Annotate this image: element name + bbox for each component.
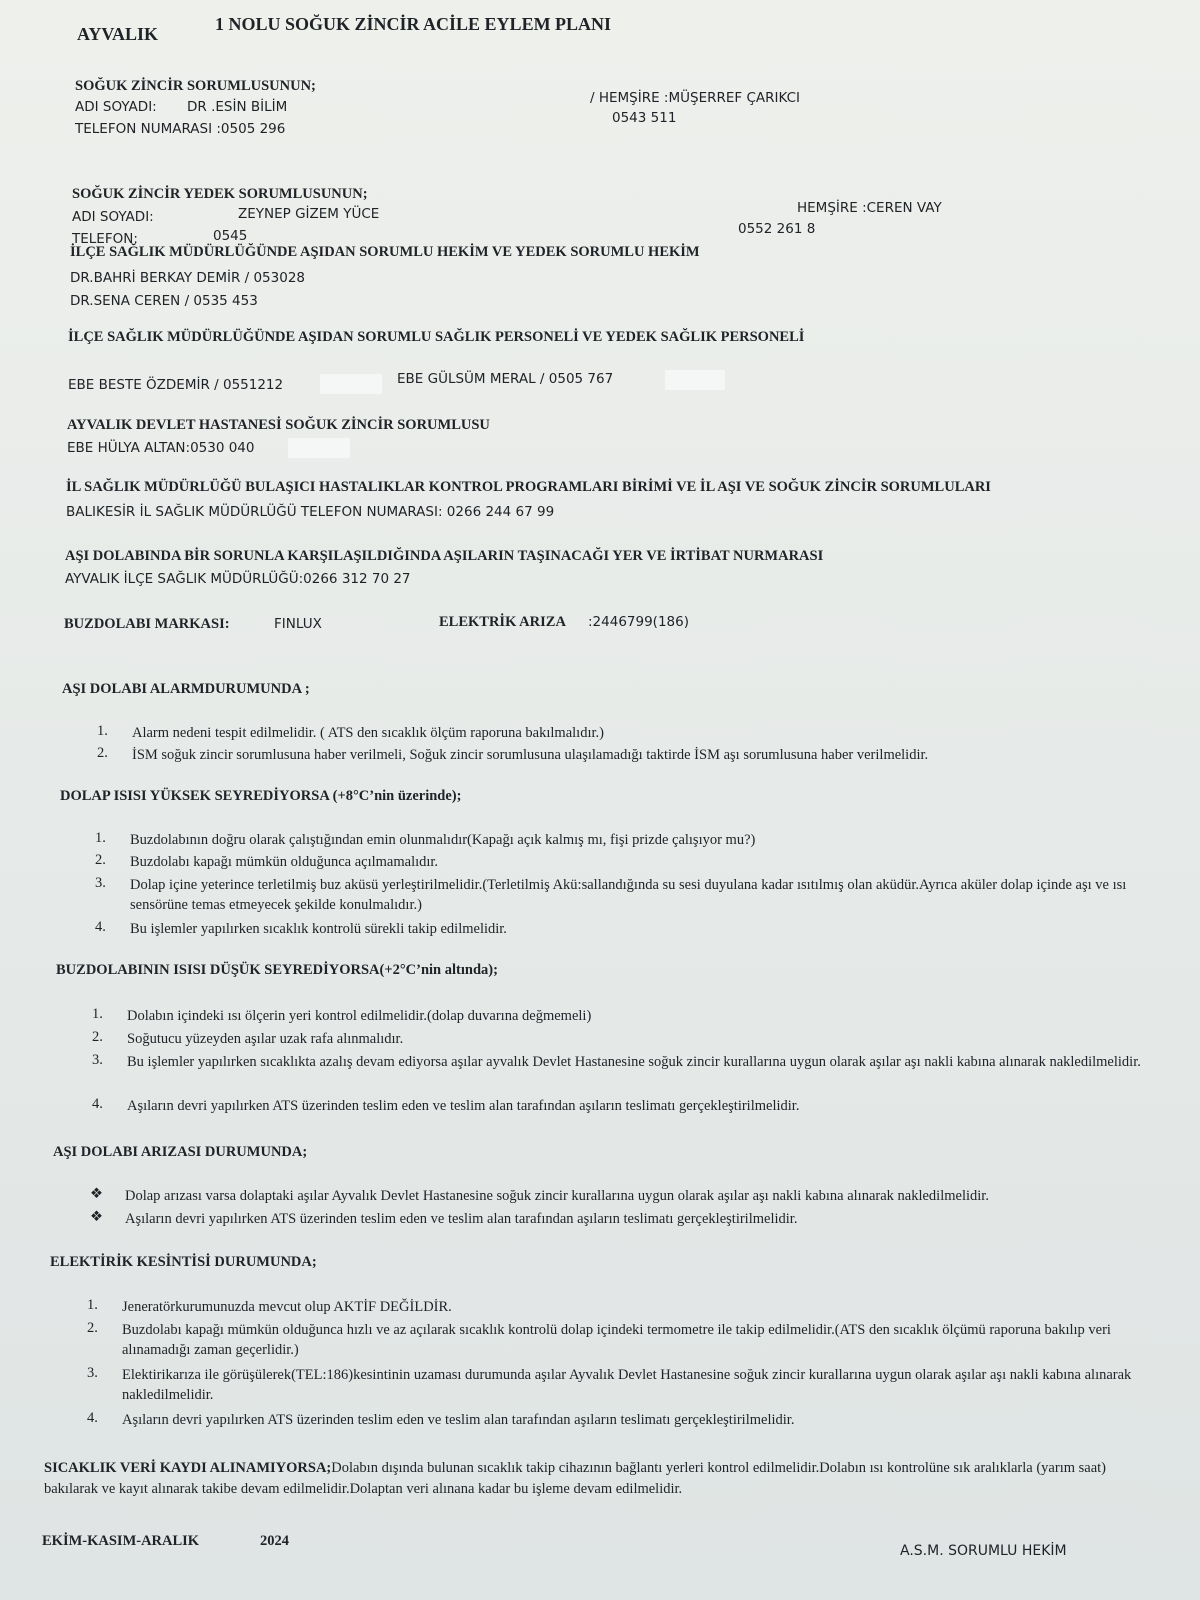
redaction-box	[288, 438, 350, 458]
electric-fault-label: ELEKTRİK ARIZA	[439, 614, 566, 630]
footer-period: EKİM-KASIM-ARALIK	[42, 1533, 200, 1549]
document-page: AYVALIK 1 NOLU SOĞUK ZİNCİR ACİLE EYLEM PLANI SOĞUK ZİNCİR SORUMLUSUNUN; ADI SOYADI: DR .ESİN BİLİM TELEFON NUMARASI :0505 296 / HEMŞİRE :MÜŞERREF ÇARIKCI 0543 511 SOĞUK ZİNCİR YEDEK SORUMLUSUNUN; ADI SOYADI: ZEYNEP GİZEM YÜCE TELEFON: 0545 HEMŞİRE :CEREN VAY 0552 261 8 İLÇE SAĞLIK MÜDÜRLÜĞÜNDE AŞIDAN SORUMLU HEKİM VE YEDEK SORUMLU HEKİM DR.BAHRİ BERKAY DEMİR / 053028 DR.SENA CEREN / 0535 453 İLÇE SAĞLIK MÜDÜRLÜĞÜNDE AŞIDAN SORUMLU SAĞLIK PERSONELİ VE YEDEK SAĞLIK PERSONELİ EBE BESTE ÖZDEMİR / 0551212 EBE GÜLSÜM MERAL / 0505 767 AYVALIK DEVLET HASTANESİ SOĞUK ZİNCİR SORUMLUSU EBE HÜLYA ALTAN:0530 040 İL SAĞLIK MÜDÜRLÜĞÜ BULAŞICI HASTALIKLAR KONTROL PROGRAMLARI BİRİMİ VE İL AŞI VE SOĞUK ZİNCİR SORUMLULARI BALIKESİR İL SAĞLIK MÜDÜRLÜĞÜ TELEFON NUMARASI: 0266 244 67 99 AŞI DOLABINDA BİR SORUNLA KARŞILAŞILDIĞINDA AŞILARIN TAŞINACAĞI YER VE İRTİBAT NURMARASI AYVALIK İLÇE SAĞLIK MÜDÜRLÜĞÜ:0266 312 70 27 BUZDOLABI MARKASI: FINLUX ELEKTRİK ARIZA :2446799(186) AŞI DOLABI ALARMDURUMUNDA ; 1. Alarm nedeni tespit edilmelidir. ( ATS den sıcaklık ölçüm raporuna bakılmalıdır.) 2. İSM soğuk zincir sorumlusuna haber verilmeli, Soğuk zincir sorumlusuna ulaşılamadığı taktirde İSM aşı sorumlusuna haber verilmelidir. DOLAP ISISI YÜKSEK SEYREDİYORSA (+8°C’nin üzerinde); 1. Buzdolabının doğru olarak çalıştığından emin olunmalıdır(Kapağı açık kalmış mı, fişi prizde çalışıyor mu?) 2. Buzdolabı kapağı mümkün olduğunca açılmamalıdır. 3. Dolap içine yeterince terletilmiş buz aküsü yerleştirilmelidir.(Terletilmiş Akü:sallandığında su sesi duyulana kadar ısıtılmış olan aküdür.Ayrıca aküler dolap içinde aşı ve ısı sensörüne temas etmeyecek şekilde konulmalıdır.) 4. Bu işlemler yapılırken sıcaklık kontrolü sürekli takip edilmelidir. BUZDOLABININ ISISI DÜŞÜK SEYREDİYORSA(+2°C’nin altında); 1. Dolabın içindeki ısı ölçerin yeri kontrol edilmelidir.(dolap duvarına değmemeli) 2. Soğutucu yüzeyden aşılar uzak rafa alınmalıdır. 3. Bu işlemler yapılırken sıcaklıkta azalış devam ediyorsa aşılar ayvalık Devlet Hastanesine soğuk zincir kurallarına uygun olarak aşılar aşı nakli kabına alınarak nakledilmelidir. 4. Aşıların devri yapılırken ATS üzerinden teslim eden ve teslim alan tarafından aşıların teslimatı gerçekleştirilmelidir. AŞI DOLABI ARIZASI DURUMUNDA; ❖ Dolap arızası varsa dolaptaki aşılar Ayvalık Devlet Hastanesine soğuk zincir kurallarına uygun olarak aşılar aşı nakli kabına alınarak nakledilmelidir. ❖ Aşıların devri yapılırken ATS üzerinden teslim eden ve teslim alan tarafından aşıların teslimatı gerçekleştirilmelidir. ELEKTİRİK KESİNTİSİ DURUMUNDA; 1. Jeneratörkurumunuzda mevcut olup AKTİF DEĞİLDİR. 2. Buzdolabı kapağı mümkün olduğunca hızlı ve az açılarak sıcaklık kontrolü dolap içindeki termometre ile takip edilmelidir.(ATS den sıcaklık ölçümü raporuna bakılıp veri alınamadığı zaman geçerlidir.) 3. Elektirikarıza ile görüşülerek(TEL:186)kesintinin uzaması durumunda aşılar Ayvalık Devlet Hastanesine soğuk zincir kurallarına uygun olarak aşılar aşı nakli kabına alınarak nakledilmelidir. 4. Aşıların devri yapılırken ATS üzerinden teslim eden ve teslim alan tarafından aşıların teslimatı gerçekleştirilmelidir. SICAKLIK VERİ KAYDI ALINAMIYORSA;Dolabın dışında bulunan sıcaklık takip cihazının bağlantı yerleri kontrol edilmelidir.Dolabın ısı kontrolüne sık aralıklarla (yarım saat) bakılarak ve kayıt alınarak takibe devam edilmelidir.Dolaptan veri alınana kadar bu işleme devam edilmelidir. EKİM-KASIM-ARALIK 2024 A.S.M. SORUMLU HEKİM	[0, 0, 1200, 1600]
primary-nurse-phone: 0543 511	[612, 110, 677, 126]
backup-nurse-phone: 0552 261 8	[738, 221, 816, 237]
hospital-person: EBE HÜLYA ALTAN:0530 040	[67, 440, 255, 456]
diamond-bullet-icon: ❖	[90, 1186, 103, 1202]
district-doctor-2: DR.SENA CEREN / 0535 453	[70, 293, 258, 309]
fridge-brand-label: BUZDOLABI MARKASI:	[64, 616, 230, 632]
primary-name: DR .ESİN BİLİM	[187, 99, 288, 115]
footer-signature: A.S.M. SORUMLU HEKİM	[900, 1543, 1067, 1559]
document-title: 1 NOLU SOĞUK ZİNCİR ACİLE EYLEM PLANI	[215, 14, 612, 34]
no-record-paragraph	[44, 1458, 1154, 1500]
fridge-brand: FINLUX	[274, 616, 322, 632]
hospital-heading: AYVALIK DEVLET HASTANESİ SOĞUK ZİNCİR SORUMLUSU	[67, 417, 490, 433]
backup-phone: 0545	[213, 228, 248, 244]
district-staff-heading: İLÇE SAĞLIK MÜDÜRLÜĞÜNDE AŞIDAN SORUMLU SAĞLIK PERSONELİ VE YEDEK SAĞLIK PERSONELİ	[68, 329, 805, 345]
backup-heading: SOĞUK ZİNCİR YEDEK SORUMLUSUNUN;	[72, 186, 368, 202]
diamond-bullet-icon: ❖	[90, 1209, 103, 1225]
backup-name: ZEYNEP GİZEM YÜCE	[238, 206, 380, 222]
backup-nurse: HEMŞİRE :CEREN VAY	[797, 200, 942, 216]
redaction-box	[665, 370, 725, 390]
primary-name-label: ADI SOYADI:	[75, 99, 157, 115]
backup-phone-label: TELEFON:	[72, 231, 138, 247]
district-doctor-1: DR.BAHRİ BERKAY DEMİR / 053028	[70, 270, 305, 286]
backup-name-label: ADI SOYADI:	[72, 209, 154, 225]
failure-heading: AŞI DOLABI ARIZASI DURUMUNDA;	[53, 1144, 308, 1160]
transport-contact: AYVALIK İLÇE SAĞLIK MÜDÜRLÜĞÜ:0266 312 70 27	[65, 571, 411, 587]
footer-year: 2024	[260, 1533, 289, 1549]
primary-phone: TELEFON NUMARASI :0505 296	[75, 121, 286, 137]
alarm-heading: AŞI DOLABI ALARMDURUMUNDA ;	[62, 681, 310, 697]
place-name: AYVALIK	[77, 24, 159, 44]
transport-heading: AŞI DOLABINDA BİR SORUNLA KARŞILAŞILDIĞINDA AŞILARIN TAŞINACAĞI YER VE İRTİBAT NURMARASI	[65, 548, 824, 564]
high-temp-heading: DOLAP ISISI YÜKSEK SEYREDİYORSA (+8°C’nin üzerinde);	[60, 788, 462, 804]
district-staff-2: EBE GÜLSÜM MERAL / 0505 767	[397, 371, 614, 387]
primary-heading: SOĞUK ZİNCİR SORUMLUSUNUN;	[75, 78, 316, 94]
province-phone: BALIKESİR İL SAĞLIK MÜDÜRLÜĞÜ TELEFON NUMARASI: 0266 244 67 99	[66, 504, 555, 520]
primary-nurse: / HEMŞİRE :MÜŞERREF ÇARIKCI	[590, 90, 800, 106]
redaction-box	[320, 374, 382, 394]
low-temp-heading: BUZDOLABININ ISISI DÜŞÜK SEYREDİYORSA(+2°C’nin altında);	[56, 962, 498, 978]
electric-fault-phone: :2446799(186)	[588, 614, 689, 630]
no-record-text: Dolabın dışında bulunan sıcaklık takip cihazının bağlantı yerleri kontrol edilmelidir.Dolabın ısı kontrolüne sık aralıklarla (yarım saat) bakılarak ve kayıt alınarak takibe devam edilmelidir.Dolaptan veri alınana kadar bu işleme devam edilmelidir.	[44, 1460, 1106, 1497]
power-heading: ELEKTİRİK KESİNTİSİ DURUMUNDA;	[50, 1254, 317, 1270]
district-doctors-heading: İLÇE SAĞLIK MÜDÜRLÜĞÜNDE AŞIDAN SORUMLU HEKİM VE YEDEK SORUMLU HEKİM	[70, 244, 700, 260]
district-staff-1: EBE BESTE ÖZDEMİR / 0551212	[68, 377, 284, 393]
no-record-heading: SICAKLIK VERİ KAYDI ALINAMIYORSA;	[44, 1460, 332, 1476]
province-heading: İL SAĞLIK MÜDÜRLÜĞÜ BULAŞICI HASTALIKLAR KONTROL PROGRAMLARI BİRİMİ VE İL AŞI VE SOĞUK ZİNCİR SORUMLULARI	[66, 479, 991, 495]
